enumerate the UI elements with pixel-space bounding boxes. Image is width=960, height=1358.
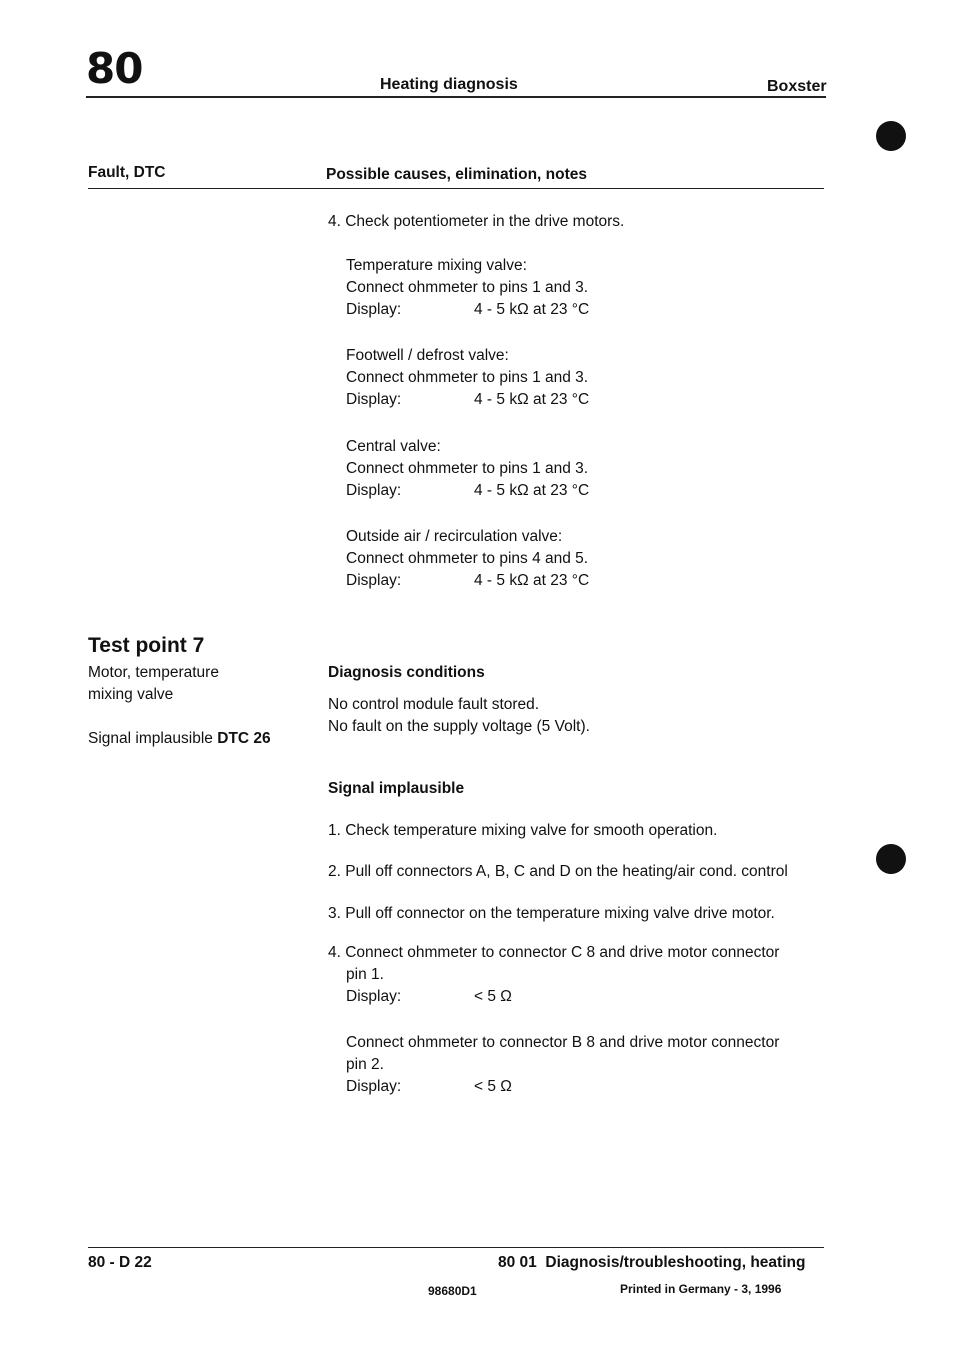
group-connect: Connect ohmmeter to pins 1 and 3. [346,279,589,296]
binder-hole-middle [876,844,906,874]
group-name: Temperature mixing valve: [346,257,527,274]
display-label: Display: [346,1078,402,1095]
footer-rule [88,1247,824,1248]
signal-heading: Signal implausible [328,780,465,797]
display-line [346,299,589,321]
step4b-display-line [346,1076,779,1098]
display-value: < 5 Ω [474,1078,512,1095]
causes-heading: Possible causes, elimination, notes [326,166,588,183]
page-title: Heating diagnosis [380,76,518,93]
step4-heading: 4. Check potentiometer in the drive motors. [328,213,625,230]
display-label: Display: [346,482,402,499]
display-value: < 5 Ω [474,988,512,1005]
test-point-line2: mixing valve [88,686,174,703]
display-label: Display: [346,301,402,318]
condition-line1: No control module fault stored. [328,696,540,713]
step4b-line1: Connect ohmmeter to connector B 8 and drive motor connector [346,1034,780,1051]
display-label: Display: [346,391,402,408]
step4-display-line [328,986,779,1008]
step4b-line2: pin 2. [346,1056,384,1073]
conditions-heading: Diagnosis conditions [328,664,485,681]
display-value: 4 - 5 kΩ at 23 °C [474,301,590,318]
model-name: Boxster [767,78,827,95]
display-value: 4 - 5 kΩ at 23 °C [474,572,590,589]
signal-step4b [346,1032,779,1098]
signal-step1: 1. Check temperature mixing valve for smooth operation. [328,822,718,839]
section-title: 80 01 Diagnosis/troubleshooting, heating [498,1254,806,1271]
header-rule [86,96,826,98]
potentiometer-group-central [346,436,589,502]
signal-step3: 3. Pull off connector on the temperature mixing valve drive motor. [328,905,775,922]
dtc-code: DTC 26 [217,730,271,747]
group-connect: Connect ohmmeter to pins 4 and 5. [346,550,589,567]
signal-step4 [328,942,779,1008]
display-line [346,480,589,502]
display-value: 4 - 5 kΩ at 23 °C [474,391,590,408]
signal-text: Signal implausible [88,730,213,747]
signal-step2: 2. Pull off connectors A, B, C and D on the heating/air cond. control [328,863,788,880]
group-name: Outside air / recirculation valve: [346,528,563,545]
condition-line2: No fault on the supply voltage (5 Volt). [328,718,590,735]
group-name: Central valve: [346,438,441,455]
display-label: Display: [346,572,402,589]
printed-note: Printed in Germany - 3, 1996 [620,1282,782,1296]
potentiometer-group-outside-air [346,526,589,592]
potentiometer-group-temperature [346,255,589,321]
conditions-body [328,694,590,738]
display-label: Display: [346,988,402,1005]
test-point-line1: Motor, temperature [88,664,219,681]
column-heading-rule [88,188,824,189]
test-point-description [88,662,219,706]
document-code: 98680D1 [428,1284,477,1298]
group-name: Footwell / defrost valve: [346,347,509,364]
step4-line1: 4. Connect ohmmeter to connector C 8 and drive motor connector [328,944,780,961]
potentiometer-group-footwell [346,345,589,411]
binder-hole-top [876,121,906,151]
test-point-title: Test point 7 [88,634,205,657]
page-number: 80 - D 22 [88,1254,152,1271]
group-connect: Connect ohmmeter to pins 1 and 3. [346,460,589,477]
display-value: 4 - 5 kΩ at 23 °C [474,482,590,499]
test-point-signal [88,728,271,750]
display-line [346,389,589,411]
group-connect: Connect ohmmeter to pins 1 and 3. [346,369,589,386]
group-number: 80 [86,44,143,93]
step4-line2: pin 1. [346,966,384,983]
display-line [346,570,589,592]
fault-dtc-heading: Fault, DTC [88,164,166,181]
